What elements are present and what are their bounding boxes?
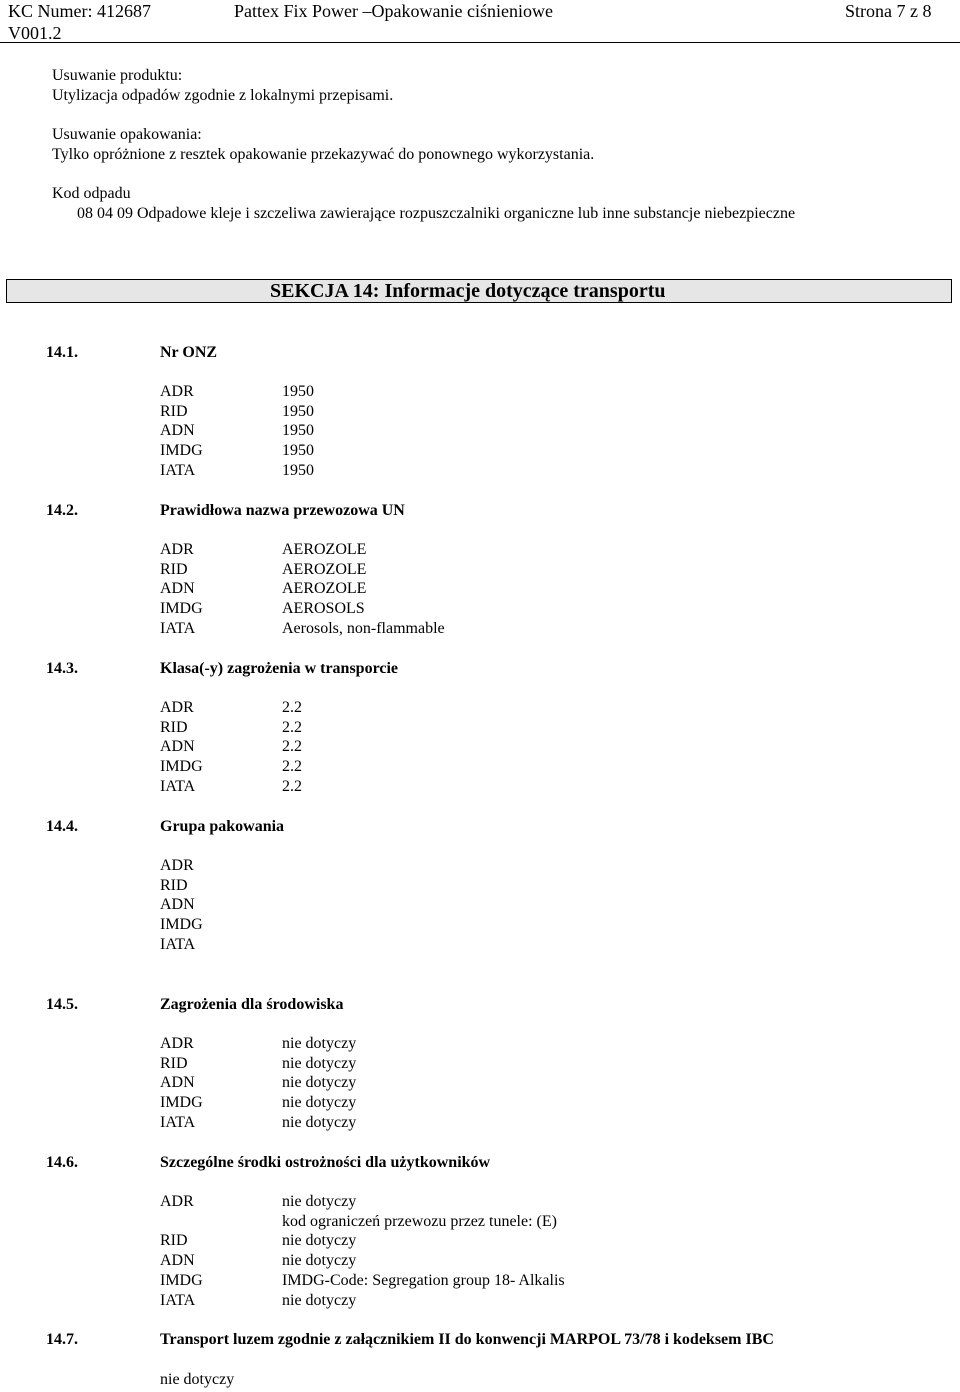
s145-value: nie dotyczy bbox=[282, 1074, 357, 1091]
section-title: SEKCJA 14: Informacje dotyczące transportu bbox=[270, 280, 666, 302]
disposal-product-label: Usuwanie produktu: bbox=[52, 67, 183, 84]
s144-mode: IATA bbox=[160, 936, 196, 953]
s141-value: 1950 bbox=[282, 422, 314, 439]
s142-value: Aerosols, non-flammable bbox=[282, 620, 445, 637]
page-number: Strona 7 z 8 bbox=[845, 1, 932, 21]
s142-mode: IMDG bbox=[160, 600, 203, 617]
s143-value: 2.2 bbox=[282, 699, 302, 716]
header-rule bbox=[0, 42, 960, 43]
s144-mode: RID bbox=[160, 877, 188, 894]
s147-number: 14.7. bbox=[46, 1331, 78, 1348]
s142-value: AEROSOLS bbox=[282, 600, 365, 617]
waste-code-text: 08 04 09 Odpadowe kleje i szczeliwa zawierające rozpuszczalniki organiczne lub inne substancje niebezpieczne bbox=[77, 205, 796, 222]
s143-value: 2.2 bbox=[282, 758, 302, 775]
s141-mode: IMDG bbox=[160, 442, 203, 459]
s142-title: Prawidłowa nazwa przewozowa UN bbox=[160, 502, 405, 519]
s144-title: Grupa pakowania bbox=[160, 818, 285, 835]
waste-code-label: Kod odpadu bbox=[52, 185, 131, 202]
s146-mode-adn: ADN bbox=[160, 1252, 195, 1269]
s141-mode: ADN bbox=[160, 422, 195, 439]
s143-value: 2.2 bbox=[282, 778, 302, 795]
s142-mode: IATA bbox=[160, 620, 196, 637]
s143-mode: IATA bbox=[160, 778, 196, 795]
s143-mode: IMDG bbox=[160, 758, 203, 775]
s145-mode: RID bbox=[160, 1055, 188, 1072]
s143-value: 2.2 bbox=[282, 738, 302, 755]
disposal-packaging-label: Usuwanie opakowania: bbox=[52, 126, 202, 143]
s142-number: 14.2. bbox=[46, 502, 78, 519]
s146-adr-value: nie dotyczy bbox=[282, 1193, 357, 1210]
s144-number: 14.4. bbox=[46, 818, 78, 835]
s145-value: nie dotyczy bbox=[282, 1035, 357, 1052]
s146-iata-value: nie dotyczy bbox=[282, 1292, 357, 1309]
s146-title: Szczególne środki ostrożności dla użytkowników bbox=[160, 1154, 491, 1171]
s141-value: 1950 bbox=[282, 462, 314, 479]
s143-mode: ADN bbox=[160, 738, 195, 755]
s147-title: Transport luzem zgodnie z załącznikiem II do konwencji MARPOL 73/78 i kodeksem IBC bbox=[160, 1331, 774, 1348]
s146-number: 14.6. bbox=[46, 1154, 78, 1171]
s146-mode-imdg: IMDG bbox=[160, 1272, 203, 1289]
s143-mode: ADR bbox=[160, 699, 194, 716]
s142-mode: ADN bbox=[160, 580, 195, 597]
s142-value: AEROZOLE bbox=[282, 541, 367, 558]
s143-title: Klasa(-y) zagrożenia w transporcie bbox=[160, 660, 399, 677]
s142-mode: ADR bbox=[160, 541, 194, 558]
s143-value: 2.2 bbox=[282, 719, 302, 736]
s145-mode: ADR bbox=[160, 1035, 194, 1052]
disposal-packaging-text: Tylko opróżnione z resztek opakowanie przekazywać do ponownego wykorzystania. bbox=[52, 146, 595, 163]
kc-number: KC Numer: 412687 bbox=[8, 1, 151, 21]
s141-value: 1950 bbox=[282, 383, 314, 400]
disposal-product-text: Utylizacja odpadów zgodnie z lokalnymi przepisami. bbox=[52, 87, 394, 104]
s144-mode: ADR bbox=[160, 857, 194, 874]
s146-mode-iata: IATA bbox=[160, 1292, 196, 1309]
s141-value: 1950 bbox=[282, 403, 314, 420]
version-label: V001.2 bbox=[8, 23, 62, 43]
s145-mode: IMDG bbox=[160, 1094, 203, 1111]
s146-rid-value: nie dotyczy bbox=[282, 1232, 357, 1249]
s142-mode: RID bbox=[160, 561, 188, 578]
s146-mode-adr: ADR bbox=[160, 1193, 194, 1210]
s142-value: AEROZOLE bbox=[282, 580, 367, 597]
s145-value: nie dotyczy bbox=[282, 1114, 357, 1131]
s146-adn-value: nie dotyczy bbox=[282, 1252, 357, 1269]
s145-mode: ADN bbox=[160, 1074, 195, 1091]
s143-mode: RID bbox=[160, 719, 188, 736]
s143-number: 14.3. bbox=[46, 660, 78, 677]
s145-mode: IATA bbox=[160, 1114, 196, 1131]
s141-mode: ADR bbox=[160, 383, 194, 400]
s141-mode: RID bbox=[160, 403, 188, 420]
s141-title: Nr ONZ bbox=[160, 344, 218, 361]
s141-value: 1950 bbox=[282, 442, 314, 459]
s147-value: nie dotyczy bbox=[160, 1371, 235, 1388]
s141-number: 14.1. bbox=[46, 344, 78, 361]
s145-title: Zagrożenia dla środowiska bbox=[160, 996, 344, 1013]
s141-mode: IATA bbox=[160, 462, 196, 479]
product-title: Pattex Fix Power –Opakowanie ciśnieniowe bbox=[234, 1, 553, 21]
s145-number: 14.5. bbox=[46, 996, 78, 1013]
s145-value: nie dotyczy bbox=[282, 1055, 357, 1072]
s146-mode-rid: RID bbox=[160, 1232, 188, 1249]
s146-adr-tunnel-code: kod ograniczeń przewozu przez tunele: (E) bbox=[282, 1213, 557, 1230]
s144-mode: IMDG bbox=[160, 916, 203, 933]
s144-mode: ADN bbox=[160, 896, 195, 913]
s142-value: AEROZOLE bbox=[282, 561, 367, 578]
s146-imdg-value: IMDG-Code: Segregation group 18- Alkalis bbox=[282, 1272, 565, 1289]
s145-value: nie dotyczy bbox=[282, 1094, 357, 1111]
